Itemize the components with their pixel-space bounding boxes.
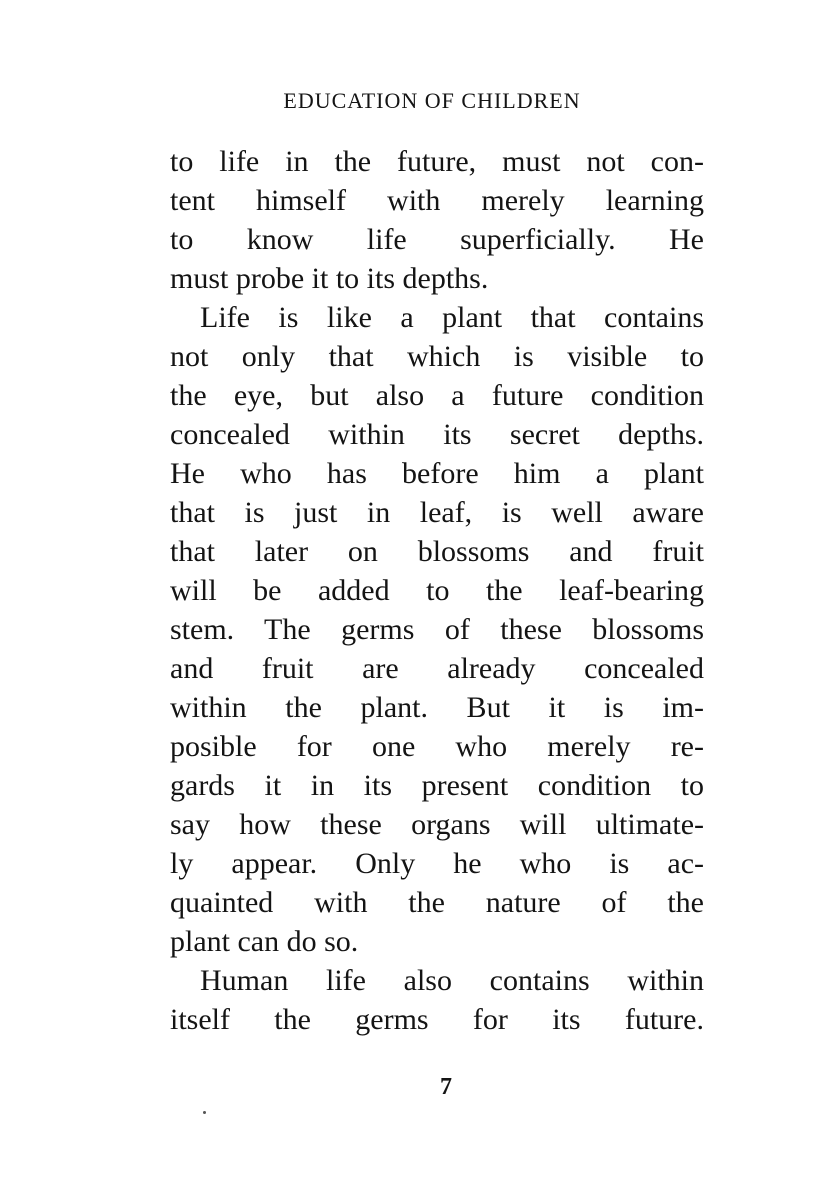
paragraph	[170, 298, 704, 961]
ink-speck	[203, 1111, 206, 1114]
text-line: must probe it to its depths.	[170, 262, 489, 295]
text-line: He who has before him a plant	[170, 457, 704, 490]
paragraph	[170, 142, 704, 298]
paragraph	[170, 961, 704, 1039]
text-line: not only that which is visible to	[170, 340, 704, 373]
text-line: Life is like a plant that contains	[200, 301, 704, 334]
text-line: itself the germs for its future.	[170, 1003, 704, 1036]
text-line: Human life also contains within	[200, 964, 704, 997]
text-line: quainted with the nature of the	[170, 886, 704, 919]
text-line: the eye, but also a future condition	[170, 379, 704, 412]
text-line: within the plant. But it is im-	[170, 691, 704, 724]
text-line: gards it in its present condition to	[170, 769, 704, 802]
text-line: will be added to the leaf-bearing	[170, 574, 704, 607]
text-line: concealed within its secret depths.	[170, 418, 704, 451]
text-line: stem. The germs of these blossoms	[170, 613, 704, 646]
text-line: plant can do so.	[170, 925, 359, 958]
text-line: to know life superficially. He	[170, 223, 704, 256]
text-line: say how these organs will ultimate-	[170, 808, 704, 841]
body-text	[170, 142, 704, 1039]
text-line: that later on blossoms and fruit	[170, 535, 704, 568]
text-line: to life in the future, must not con-	[170, 145, 704, 178]
text-line: that is just in leaf, is well aware	[170, 496, 704, 529]
page-number: 7	[440, 1074, 452, 1100]
text-line: posible for one who merely re-	[170, 730, 704, 763]
text-line: and fruit are already concealed	[170, 652, 704, 685]
text-line: ly appear. Only he who is ac-	[170, 847, 704, 880]
running-head: EDUCATION OF CHILDREN	[283, 88, 581, 113]
text-line: tent himself with merely learning	[170, 184, 704, 217]
